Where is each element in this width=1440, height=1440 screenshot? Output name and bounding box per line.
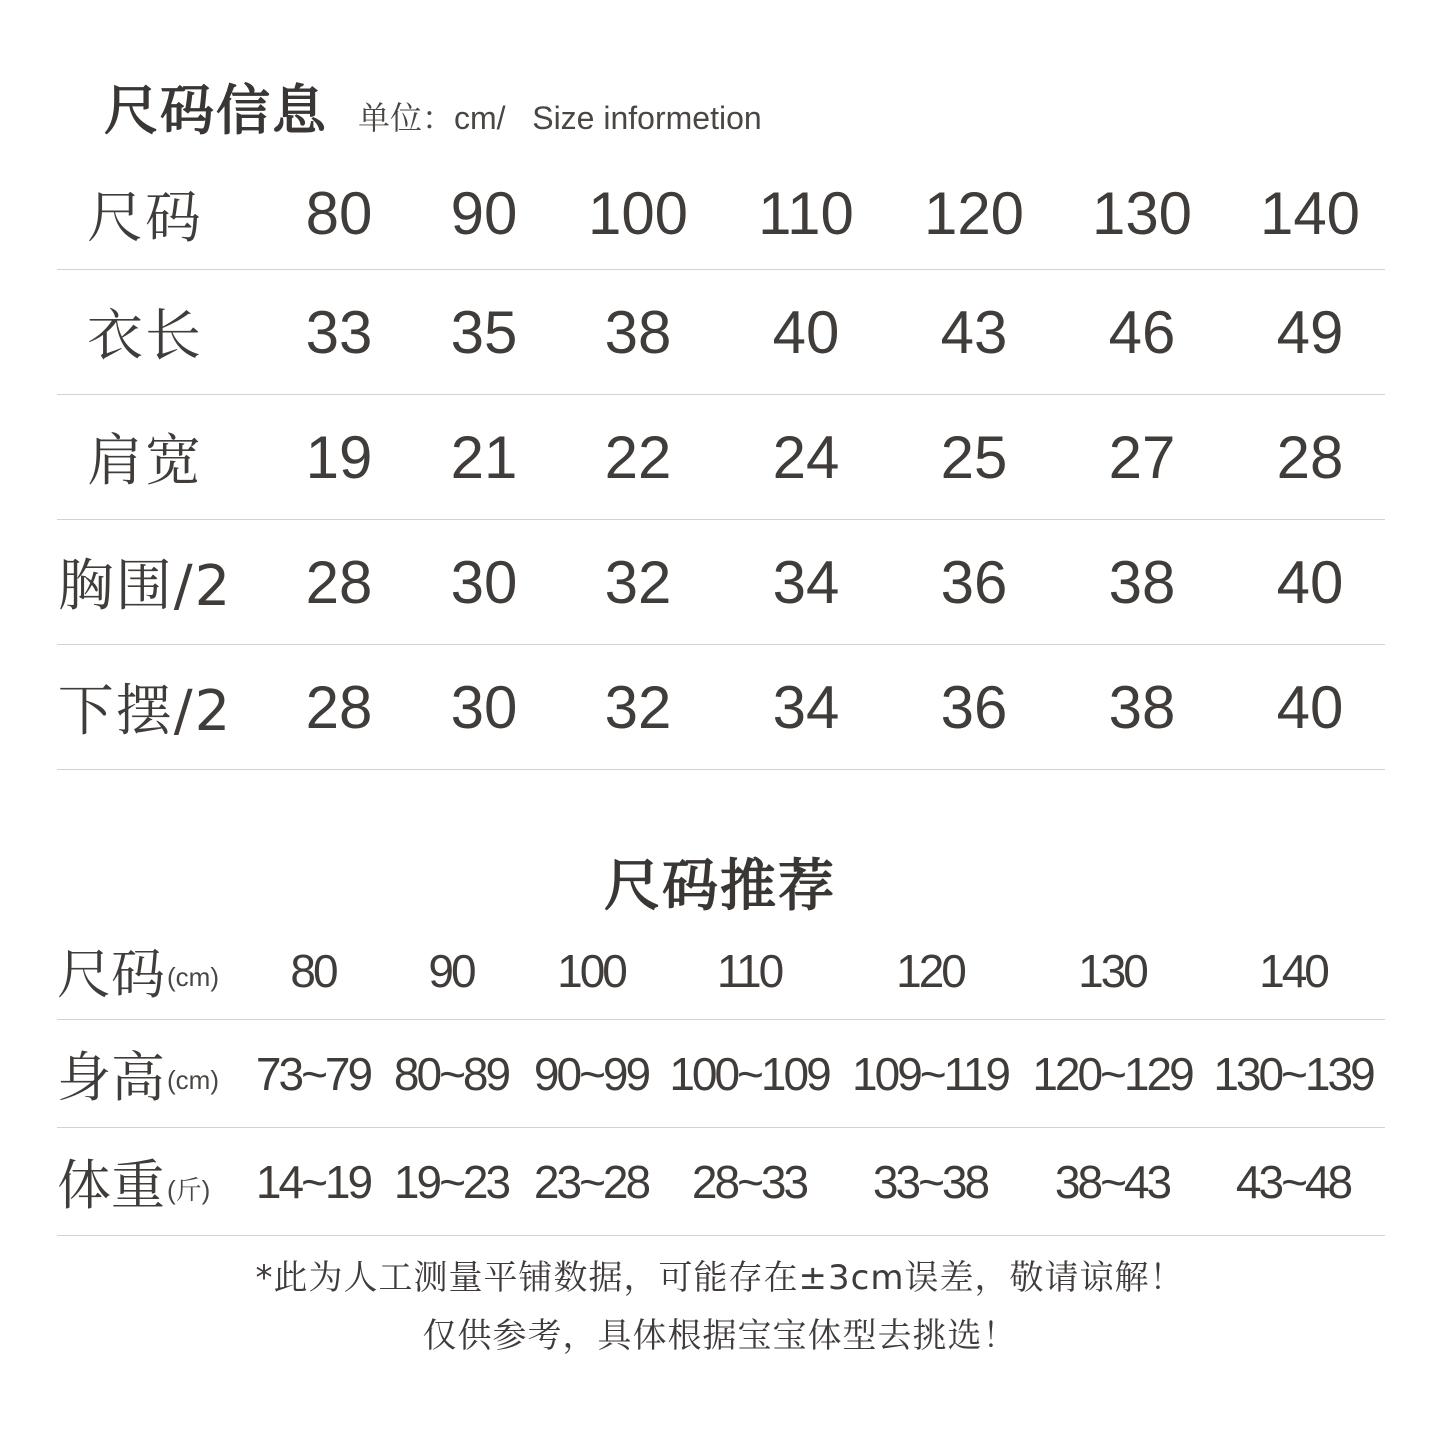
table-cell: 38 xyxy=(1108,548,1176,616)
row-label-text: 身高 xyxy=(57,1046,165,1109)
table-cell: 43~48 xyxy=(1235,1155,1351,1208)
table-cell: 33~38 xyxy=(872,1155,988,1208)
table-cell: 90 xyxy=(450,180,518,247)
table-cell: 19~23 xyxy=(393,1155,509,1208)
table-cell: 140 xyxy=(1259,180,1361,247)
row-label: 肩宽 xyxy=(87,429,203,494)
table-cell: 80 xyxy=(290,944,336,997)
row-label xyxy=(57,1128,210,1235)
table-cell: 23~28 xyxy=(533,1155,649,1208)
table-cell: 27 xyxy=(1108,423,1176,491)
table-cell: 38~43 xyxy=(1054,1155,1170,1208)
table-cell: 40 xyxy=(1276,673,1344,741)
table-cell: 130 xyxy=(1078,944,1146,997)
size-table-row xyxy=(57,395,1385,520)
table-cell: 14~19 xyxy=(255,1155,371,1208)
table-cell: 32 xyxy=(604,673,672,741)
recommend-table-row xyxy=(57,922,1385,1020)
table-cell: 73~79 xyxy=(255,1047,371,1100)
table-cell: 24 xyxy=(772,423,840,491)
table-cell: 34 xyxy=(772,548,840,616)
table-cell: 30 xyxy=(450,548,518,616)
table-cell: 38 xyxy=(604,298,672,366)
table-cell: 100 xyxy=(557,944,625,997)
reference-note: 仅供参考，具体根据宝宝体型去挑选！ xyxy=(422,1316,1018,1356)
table-cell: 33 xyxy=(305,298,373,366)
table-cell: 100 xyxy=(587,180,689,247)
table-cell: 25 xyxy=(940,423,1008,491)
size-table-row xyxy=(57,645,1385,770)
row-label: 衣长 xyxy=(87,304,203,369)
table-cell: 120 xyxy=(896,944,964,997)
row-label-text: 尺码 xyxy=(57,943,165,1006)
table-cell: 120~129 xyxy=(1032,1047,1192,1100)
row-label xyxy=(57,922,219,1019)
row-label xyxy=(57,1020,219,1127)
table-cell: 49 xyxy=(1276,298,1344,366)
row-unit: (斤) xyxy=(167,1175,211,1205)
size-table-row xyxy=(57,158,1385,270)
row-unit: (cm) xyxy=(167,962,219,992)
table-cell: 90 xyxy=(428,944,474,997)
table-cell: 80 xyxy=(305,180,373,247)
table-cell: 90~99 xyxy=(533,1047,649,1100)
table-cell: 30 xyxy=(450,673,518,741)
row-label-text: 体重 xyxy=(57,1154,165,1217)
row-label: 下摆/2 xyxy=(57,679,233,744)
table-cell: 38 xyxy=(1108,673,1176,741)
table-cell: 35 xyxy=(450,298,518,366)
size-table-row xyxy=(57,270,1385,395)
table-cell: 32 xyxy=(604,548,672,616)
table-cell: 40 xyxy=(1276,548,1344,616)
table-cell: 110 xyxy=(758,180,854,247)
row-label: 尺码 xyxy=(87,185,203,251)
row-unit: (cm) xyxy=(167,1065,219,1095)
table-cell: 109~119 xyxy=(852,1047,1008,1100)
table-cell: 130~139 xyxy=(1213,1047,1373,1100)
table-cell: 22 xyxy=(604,423,672,491)
table-cell: 28 xyxy=(305,673,373,741)
table-cell: 120 xyxy=(923,180,1025,247)
table-cell: 40 xyxy=(772,298,840,366)
size-recommend-table xyxy=(57,922,1385,1236)
table-cell: 19 xyxy=(305,423,373,491)
table-cell: 43 xyxy=(940,298,1008,366)
recommend-title: 尺码推荐 xyxy=(604,854,836,919)
table-cell: 80~89 xyxy=(393,1047,509,1100)
disclaimer-note: *此为人工测量平铺数据，可能存在±3cm误差，敬请谅解！ xyxy=(255,1258,1185,1298)
table-cell: 140 xyxy=(1259,944,1327,997)
table-cell: 28 xyxy=(1276,423,1344,491)
size-info-table xyxy=(57,158,1385,770)
table-cell: 28~33 xyxy=(691,1155,807,1208)
table-cell: 36 xyxy=(940,548,1008,616)
unit-subtitle: 单位：cm/ Size informetion xyxy=(358,100,762,136)
table-cell: 36 xyxy=(940,673,1008,741)
header xyxy=(104,68,762,148)
table-cell: 34 xyxy=(772,673,840,741)
row-label: 胸围/2 xyxy=(57,554,233,619)
page-title: 尺码信息 xyxy=(104,79,328,142)
table-cell: 130 xyxy=(1091,180,1193,247)
table-cell: 21 xyxy=(450,423,518,491)
recommend-table-row xyxy=(57,1020,1385,1128)
table-cell: 46 xyxy=(1108,298,1176,366)
table-cell: 110 xyxy=(716,944,782,997)
recommend-table-row xyxy=(57,1128,1385,1236)
table-cell: 100~109 xyxy=(669,1047,829,1100)
size-table-row xyxy=(57,520,1385,645)
table-cell: 28 xyxy=(305,548,373,616)
